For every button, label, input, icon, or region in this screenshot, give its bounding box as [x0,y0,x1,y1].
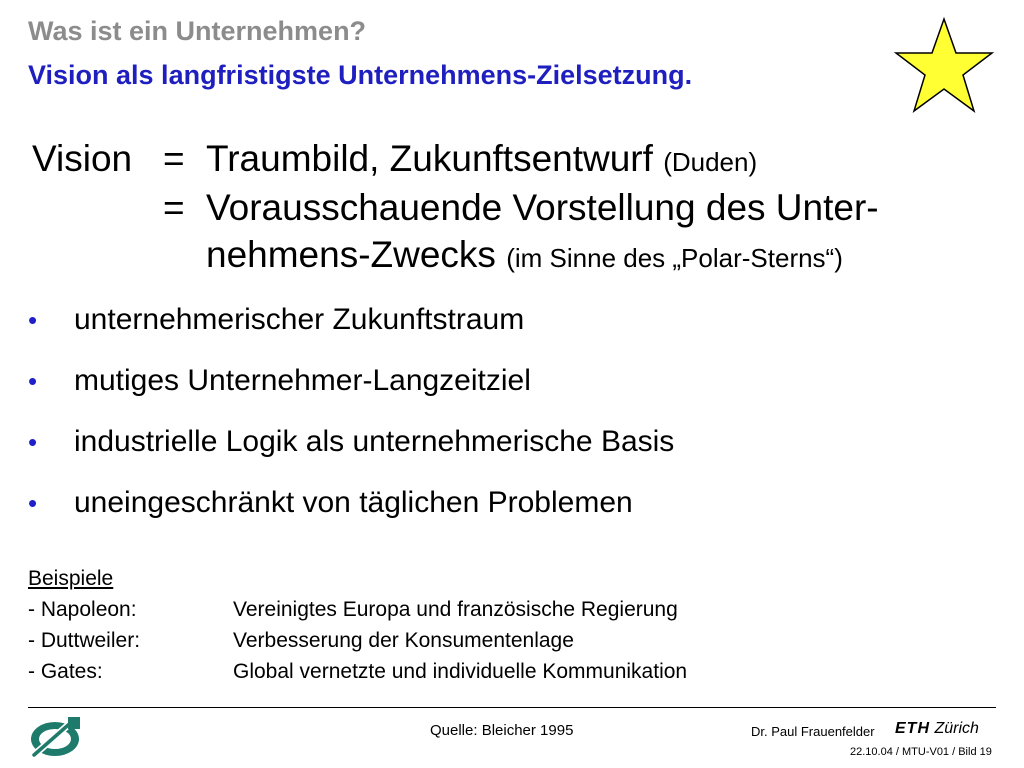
bullet-marker: • [28,427,38,457]
example-name: - Napoleon: [28,598,137,621]
example-description: Vereinigtes Europa und französische Regierung [233,598,678,621]
footer-author: Dr. Paul Frauenfelder [751,724,875,739]
definition-equals: = [163,138,185,179]
footer-divider [28,707,996,708]
example-name: - Gates: [28,660,103,683]
star-icon [891,16,997,116]
eth-logo [895,720,979,738]
definition-line-2 [0,183,1024,233]
footer-source: Quelle: Bleicher 1995 [430,722,574,739]
bullet-item [0,361,1024,401]
eth-logo-mark: ETH [895,720,930,737]
definition-text: Traumbild, Zukunftsentwurf (Duden) [206,138,758,179]
definition-equals: = [163,187,185,228]
example-name: - Duttweiler: [28,629,141,652]
bullet-item [0,483,1024,523]
definition-term: Vision [32,138,133,179]
definition-text: Vorausschauende Vorstellung des Unter- [206,187,879,228]
bullet-text: uneingeschränkt von täglichen Problemen [74,486,633,519]
logo-icon [28,713,84,761]
definition-note: (im Sinne des „Polar-Sterns“) [506,243,843,273]
bullet-marker: • [28,488,38,518]
bullet-text: mutiges Unternehmer-Langzeitziel [74,364,531,397]
definition-note: (Duden) [663,147,758,177]
definition-line-1 [0,134,1024,184]
example-row [28,625,828,656]
slide-subtitle: Vision als langfristigste Unternehmens-Zielsetzung. [28,60,693,90]
definition-text: nehmens-Zwecks (im Sinne des „Polar-Sterns“) [206,234,843,275]
bullet-marker: • [28,366,38,396]
bullet-marker: • [28,305,38,335]
definition-line-3 [0,230,1024,280]
example-description: Global vernetzte und individuelle Kommunikation [233,660,688,683]
bullet-text: unternehmerischer Zukunftstraum [74,303,525,336]
examples-heading: Beispiele [28,567,114,590]
bullet-item [0,300,1024,340]
example-row [28,656,828,687]
example-row [28,594,828,625]
examples-block [28,563,828,687]
bullet-text: industrielle Logik als unternehmerische Basis [74,425,675,458]
eth-logo-city: Zürich [934,720,979,737]
bullet-item [0,422,1024,462]
footer-reference: 22.10.04 / MTU-V01 / Bild 19 [850,746,992,758]
slide-title: Was ist ein Unternehmen? [28,16,367,46]
example-description: Verbesserung der Konsumentenlage [233,629,574,652]
